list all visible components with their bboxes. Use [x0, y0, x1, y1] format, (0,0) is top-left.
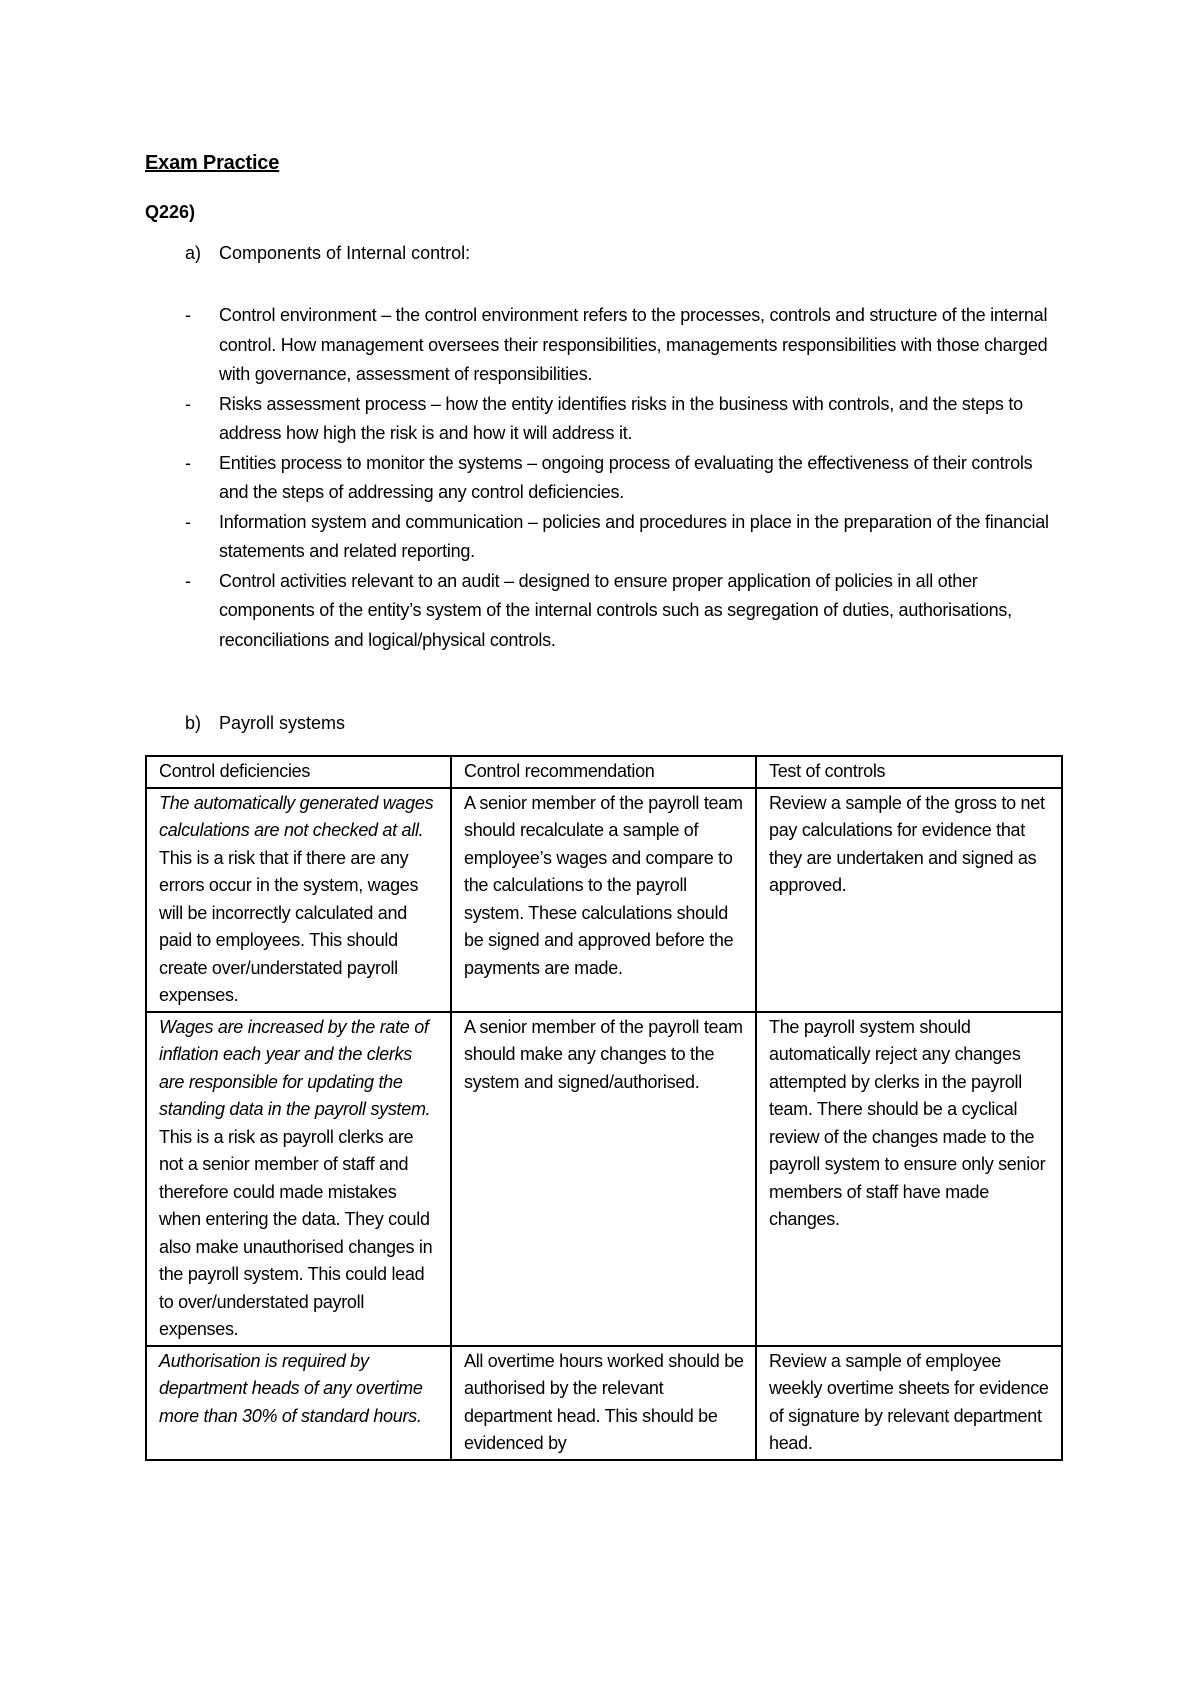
recommendation-cell: A senior member of the payroll team should make any changes to the system and signed/authorised.	[451, 1012, 756, 1346]
deficiency-text: Wages are increased by the rate of inflation each year and the clerks are responsible for updating the standing data in the payroll system.	[159, 1016, 431, 1119]
table-row	[146, 1346, 1062, 1460]
part-a-marker: a)	[185, 243, 202, 263]
part-b-heading	[185, 713, 345, 734]
bullet-dash: -	[185, 570, 191, 591]
component-text: Entities process to monitor the systems – ongoing process of evaluating the effectiveness of their controls and the steps of addressing any control deficiencies.	[219, 452, 1033, 502]
header-control-recommendation: Control recommendation	[451, 756, 756, 788]
deficiency-cell	[146, 1346, 451, 1460]
part-b-title: Payroll systems	[219, 713, 346, 733]
list-item	[185, 567, 1065, 656]
list-item	[185, 390, 1065, 449]
recommendation-cell: A senior member of the payroll team should recalculate a sample of employee’s wages and compare to the calculations to the payroll system. These calculations should be signed and approved before the payments are made.	[451, 788, 756, 1012]
payroll-controls-table	[145, 755, 1063, 1461]
question-number: Q226)	[145, 202, 196, 222]
internal-control-components-list	[185, 301, 1065, 655]
deficiency-cell	[146, 788, 451, 1012]
table-header-row	[146, 756, 1062, 788]
component-text: Control environment – the control environment refers to the processes, controls and structure of the internal control. How management oversees their responsibilities, managements responsibilities with those charged with governance, assessment of responsibilities.	[219, 305, 1048, 384]
list-item	[185, 449, 1065, 508]
table-row	[146, 1012, 1062, 1346]
table-row	[146, 788, 1062, 1012]
bullet-dash: -	[185, 452, 191, 473]
list-item	[185, 508, 1065, 567]
test-cell: The payroll system should automatically reject any changes attempted by clerks in the payroll team. There should be a cyclical review of the changes made to the payroll system to ensure only senior members of staff have made changes.	[756, 1012, 1062, 1346]
header-control-deficiencies: Control deficiencies	[146, 756, 451, 788]
deficiency-cell	[146, 1012, 451, 1346]
recommendation-cell: All overtime hours worked should be authorised by the relevant department head. This should be evidenced by	[451, 1346, 756, 1460]
part-a-title: Components of Internal control:	[219, 243, 471, 263]
component-text: Control activities relevant to an audit – designed to ensure proper application of policies in all other components of the entity’s system of the internal controls such as segregation of duties, authorisations, reconciliations and logical/physical controls.	[219, 570, 1012, 650]
bullet-dash: -	[185, 393, 191, 414]
part-b-marker: b)	[185, 713, 202, 733]
component-text: Risks assessment process – how the entity identifies risks in the business with controls, and the steps to address how high the risk is and how it will address it.	[219, 393, 1023, 443]
test-cell: Review a sample of employee weekly overtime sheets for evidence of signature by relevant department head.	[756, 1346, 1062, 1460]
document-title: Exam Practice	[145, 152, 280, 174]
risk-text: This is a risk that if there are any errors occur in the system, wages will be incorrectly calculated and paid to employees. This should create over/understated payroll expenses.	[159, 847, 419, 1005]
risk-text: This is a risk as payroll clerks are not a senior member of staff and therefore could made mistakes when entering the data. They could also make unauthorised changes in the payroll system. This could lead to over/understated payroll expenses.	[159, 1126, 433, 1339]
bullet-dash: -	[185, 511, 191, 532]
list-item	[185, 301, 1065, 390]
deficiency-text: Authorisation is required by department heads of any overtime more than 30% of standard hours.	[159, 1350, 423, 1426]
part-a-heading	[185, 243, 470, 264]
test-cell: Review a sample of the gross to net pay calculations for evidence that they are undertaken and signed as approved.	[756, 788, 1062, 1012]
header-test-of-controls: Test of controls	[756, 756, 1062, 788]
component-text: Information system and communication – policies and procedures in place in the preparation of the financial statements and related reporting.	[219, 511, 1049, 561]
bullet-dash: -	[185, 305, 191, 325]
deficiency-text: The automatically generated wages calculations are not checked at all.	[159, 792, 434, 840]
